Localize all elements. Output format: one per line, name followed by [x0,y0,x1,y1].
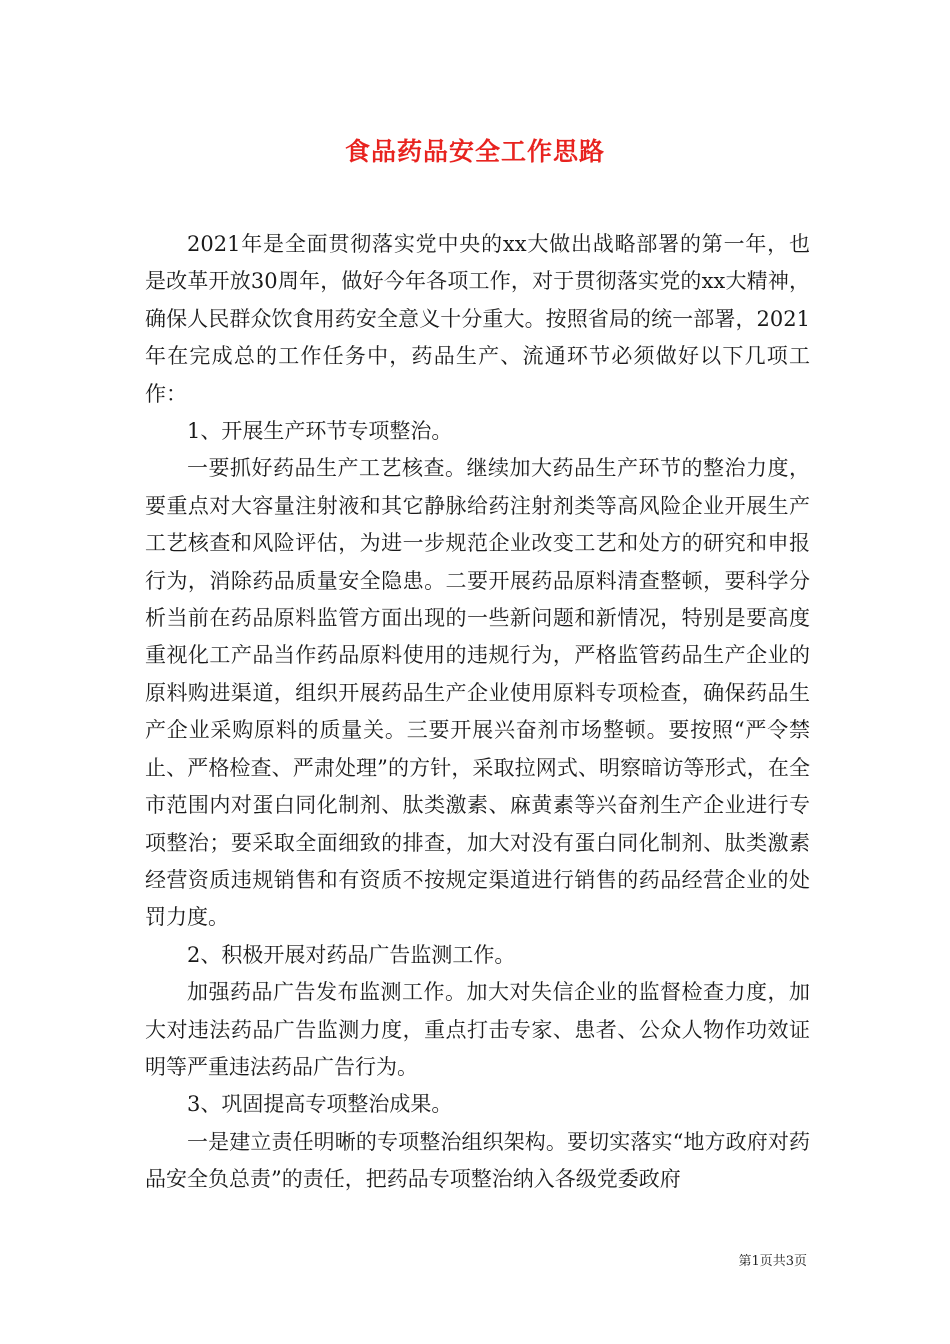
page-number-footer: 第1页共3页 [738,1254,807,1269]
section-heading-1: 1、开展生产环节专项整治。 [187,419,453,444]
page-title: 食品药品安全工作思路 [344,137,605,166]
paragraph-section-3: 一是建立责任明晰的专项整治组织架构。要切实落实“地方政府对药品安全负总责”的责任，把药品专项整治纳入各级党委政府 [145,1129,810,1192]
paragraph-section-1: 一要抓好药品生产工艺核查。继续加大药品生产环节的整治力度，要重点对大容量注射液和其它静脉给药注射剂类等高风险企业开展生产工艺核查和风险评估，为进一步规范企业改变工艺和处方的研究和申报行为，消除药品质量安全隐患。二要开展药品原料清查整顿，要科学分析当前在药品原料监管方面出现的一些新问题和新情况，特别是要高度重视化工产品当作药品原料使用的违规行为，严格监管药品生产企业的原料购进渠道，组织开展药品生产企业使用原料专项检查，确保药品生产企业采购原料的质量关。三要开展兴奋剂市场整顿。要按照“严令禁止、严格检查、严肃处理”的方针，采取拉网式、明察暗访等形式，在全市范围内对蛋白同化制剂、肽类激素、麻黄素等兴奋剂生产企业进行专项整治；要采取全面细致的排查，加大对没有蛋白同化制剂、肽类激素经营资质违规销售和有资质不按规定渠道进行销售的药品经营企业的处罚力度。 [145,456,810,930]
section-heading-2: 2、积极开展对药品广告监测工作。 [187,942,516,967]
section-heading-3: 3、巩固提高专项整治成果。 [187,1092,453,1117]
paragraph-intro: 2021年是全面贯彻落实党中央的xx大做出战略部署的第一年，也是改革开放30周年，做好今年各项工作，对于贯彻落实党的xx大精神，确保人民群众饮食用药安全意义十分重大。按照省局的统一部署，2021年在完成总的工作任务中，药品生产、流通环节必须做好以下几项工作： [145,232,810,406]
document-body [145,226,810,1199]
paragraph-section-2: 加强药品广告发布监测工作。加大对失信企业的监督检查力度，加大对违法药品广告监测力度，重点打击专家、患者、公众人物作功效证明等严重违法药品广告行为。 [145,980,810,1079]
